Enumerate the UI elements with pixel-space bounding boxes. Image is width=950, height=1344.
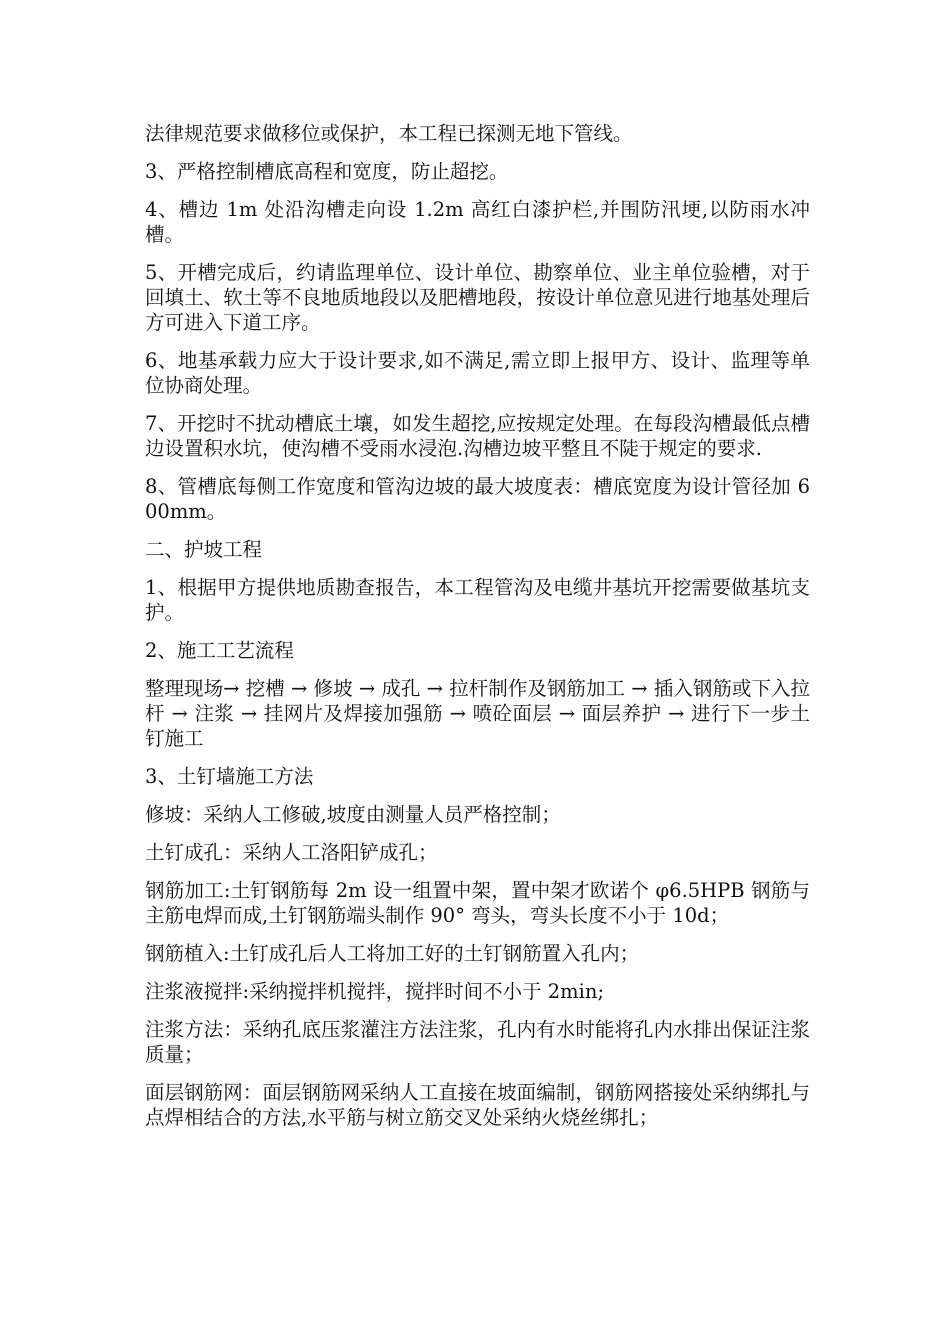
paragraph-nail-hole: 土钉成孔：采纳人工洛阳铲成孔； (145, 841, 438, 864)
paragraph-item-6-bearing: 6、地基承载力应大于设计要求,如不满足,需立即上报甲方、设计、监理等单位协商处理。 (145, 349, 810, 397)
document-body (145, 121, 810, 1130)
paragraph-grout-method: 注浆方法：采纳孔底压浆灌注方法注浆，孔内有水时能将孔内水排出保证注浆质量； (145, 1018, 810, 1066)
section-heading-slope-protection: 二、护坡工程 (145, 538, 263, 561)
paragraph-slope-item-2: 2、施工工艺流程 (145, 639, 294, 662)
paragraph-item-3-elevation: 3、严格控制槽底高程和宽度，防止超挖。 (145, 160, 509, 183)
paragraph-slope-item-3: 3、土钉墙施工方法 (145, 765, 314, 788)
paragraph-item-4-guardrail: 4、槽边 1m 处沿沟槽走向设 1.2m 高红白漆护栏,并围防汛埂,以防雨水冲槽。 (145, 198, 810, 246)
paragraph-surface-mesh: 面层钢筋网：面层钢筋网采纳人工直接在坡面编制，钢筋网搭接处采纳绑扎与点焊相结合的方法,水平筋与树立筋交叉处采纳火烧丝绑扎； (145, 1081, 810, 1129)
paragraph-item-7-excavation: 7、开挖时不扰动槽底土壤，如发生超挖,应按规定处理。在每段沟槽最低点槽边设置积水坑，使沟槽不受雨水浸泡.沟槽边坡平整且不陡于规定的要求. (145, 412, 810, 460)
paragraph-rebar-processing: 钢筋加工:土钉钢筋每 2m 设一组置中架，置中架才欧诺个 φ6.5HPB 钢筋与主筋电焊而成,土钉钢筋端头制作 90° 弯头，弯头长度不小于 10d； (145, 879, 810, 927)
paragraph-process-flow: 整理现场→ 挖槽 → 修坡 → 成孔 → 拉杆制作及钢筋加工 → 插入钢筋或下入拉杆 → 注浆 → 挂网片及焊接加强筋 → 喷砼面层 → 面层养护 → 进行下一步土钉施工 (145, 677, 810, 750)
paragraph-trim-slope: 修坡：采纳人工修破,坡度由测量人员严格控制； (145, 803, 561, 826)
paragraph-item-5-inspection: 5、开槽完成后，约请监理单位、设计单位、勘察单位、业主单位验槽，对于回填土、软土等不良地质地段以及肥槽地段，按设计单位意见进行地基处理后方可进入下道工序。 (145, 261, 810, 334)
paragraph-slope-item-1: 1、根据甲方提供地质勘查报告，本工程管沟及电缆井基坑开挖需要做基坑支护。 (145, 576, 810, 624)
paragraph-pipeline-note: 法律规范要求做移位或保护，本工程已探测无地下管线。 (145, 122, 633, 145)
paragraph-rebar-insertion: 钢筋植入:土钉成孔后人工将加工好的土钉钢筋置入孔内； (145, 942, 640, 965)
paragraph-grout-mixing: 注浆液搅拌:采纳搅拌机搅拌，搅拌时间不小于 2min; (145, 980, 605, 1003)
paragraph-item-8-width: 8、管槽底每侧工作宽度和管沟边坡的最大坡度表：槽底宽度为设计管径加 600mm。 (145, 475, 810, 523)
